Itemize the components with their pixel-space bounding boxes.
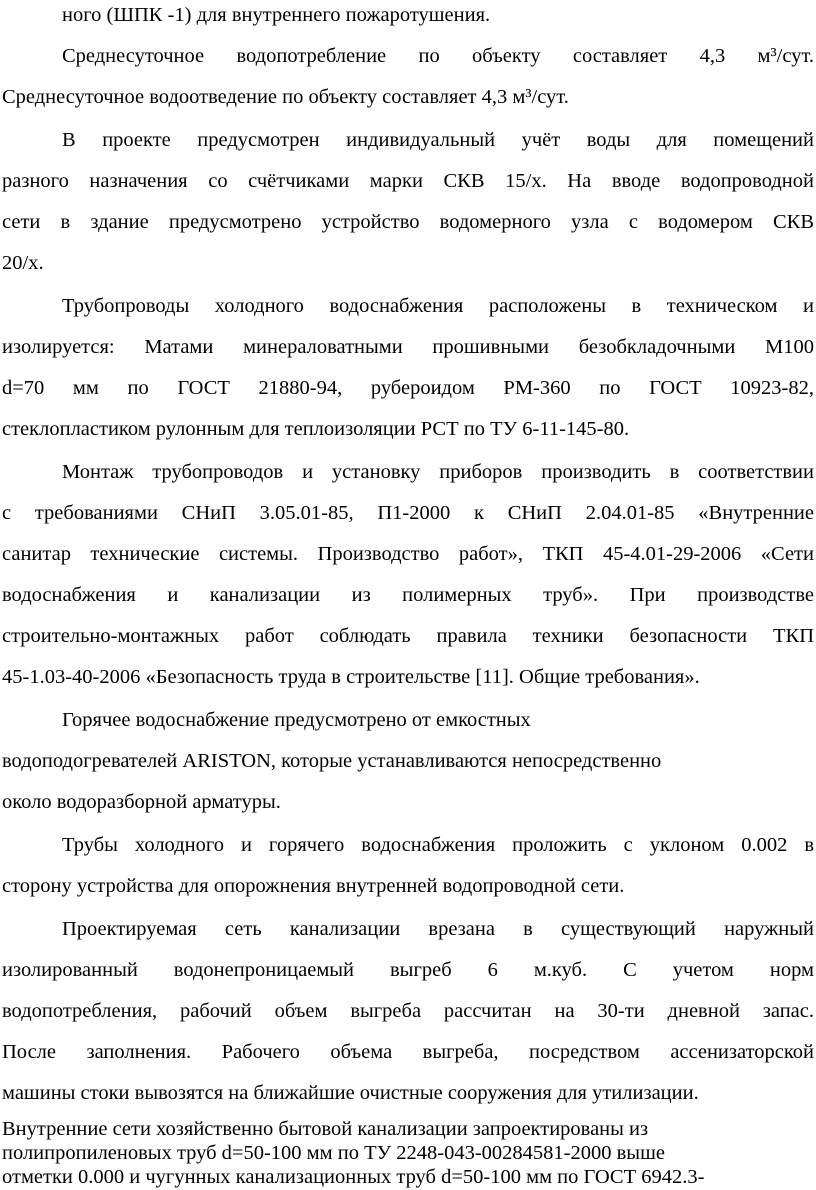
- text-line: 20/х.: [2, 252, 44, 274]
- text-line: Среднесуточное водопотребление по объекту составляет 4,3 м³/сут.: [62, 45, 814, 67]
- text-line: около водоразборной арматуры.: [2, 791, 281, 813]
- text-line: водоснабжения и канализации из полимерных труб». При производстве: [2, 584, 814, 606]
- text-line: водоподогревателей ARISTON, которые устанавливаются непосредственно: [2, 750, 662, 772]
- text-line: После заполнения. Рабочего объема выгреба, посредством ассенизаторской: [2, 1041, 814, 1063]
- text-line: полипропиленовых труб d=50-100 мм по ТУ 2248-043-00284581-2000 выше: [2, 1142, 665, 1164]
- text-line: Внутренние сети хозяйственно бытовой канализации запроектированы из: [2, 1118, 649, 1140]
- text-line: водопотребления, рабочий объем выгреба рассчитан на 30-ти дневной запас.: [2, 1000, 814, 1022]
- text-line: В проекте предусмотрен индивидуальный учёт воды для помещений: [62, 129, 814, 151]
- text-line: отметки 0.000 и чугунных канализационных труб d=50-100 мм по ГОСТ 6942.3-: [2, 1166, 705, 1188]
- text-line: 45-1.03-40-2006 «Безопасность труда в строительстве [11]. Общие требования».: [2, 666, 700, 688]
- text-line: стеклопластиком рулонным для теплоизоляции РСТ по ТУ 6-11-145-80.: [2, 418, 630, 440]
- text-line: сети в здание предусмотрено устройство водомерного узла с водомером СКВ: [2, 211, 814, 233]
- text-line: изолированный водонепроницаемый выгреб 6 м.куб. С учетом норм: [2, 959, 814, 981]
- text-line: разного назначения со счётчиками марки СКВ 15/х. На вводе водопроводной: [2, 170, 814, 192]
- text-line: Трубы холодного и горячего водоснабжения проложить с уклоном 0.002 в: [62, 834, 814, 856]
- text-line: Горячее водоснабжение предусмотрено от емкостных: [62, 709, 531, 731]
- text-line: ного (ШПК -1) для внутреннего пожаротушения.: [62, 4, 491, 26]
- text-line: с требованиями СНиП 3.05.01-85, П1-2000 к СНиП 2.04.01-85 «Внутренние: [2, 502, 814, 524]
- text-line: Трубопроводы холодного водоснабжения расположены в техническом и: [62, 295, 814, 317]
- text-line: Монтаж трубопроводов и установку приборов производить в соответствии: [62, 461, 814, 483]
- text-line: d=70 мм по ГОСТ 21880-94, рубероидом РМ-360 по ГОСТ 10923-82,: [2, 377, 814, 399]
- text-line: Среднесуточное водоотведение по объекту составляет 4,3 м³/сут.: [2, 86, 569, 108]
- text-line: санитар технические системы. Производство работ», ТКП 45-4.01-29-2006 «Сети: [2, 543, 814, 565]
- text-line: машины стоки вывозятся на ближайшие очистные сооружения для утилизации.: [2, 1082, 699, 1104]
- text-line: строительно-монтажных работ соблюдать правила техники безопасности ТКП: [2, 625, 814, 647]
- text-line: сторону устройства для опорожнения внутренней водопроводной сети.: [2, 875, 625, 897]
- text-line: Проектируемая сеть канализации врезана в существующий наружный: [62, 918, 814, 940]
- text-line: изолируется: Матами минераловатными прошивными безобкладочными М100: [2, 336, 814, 358]
